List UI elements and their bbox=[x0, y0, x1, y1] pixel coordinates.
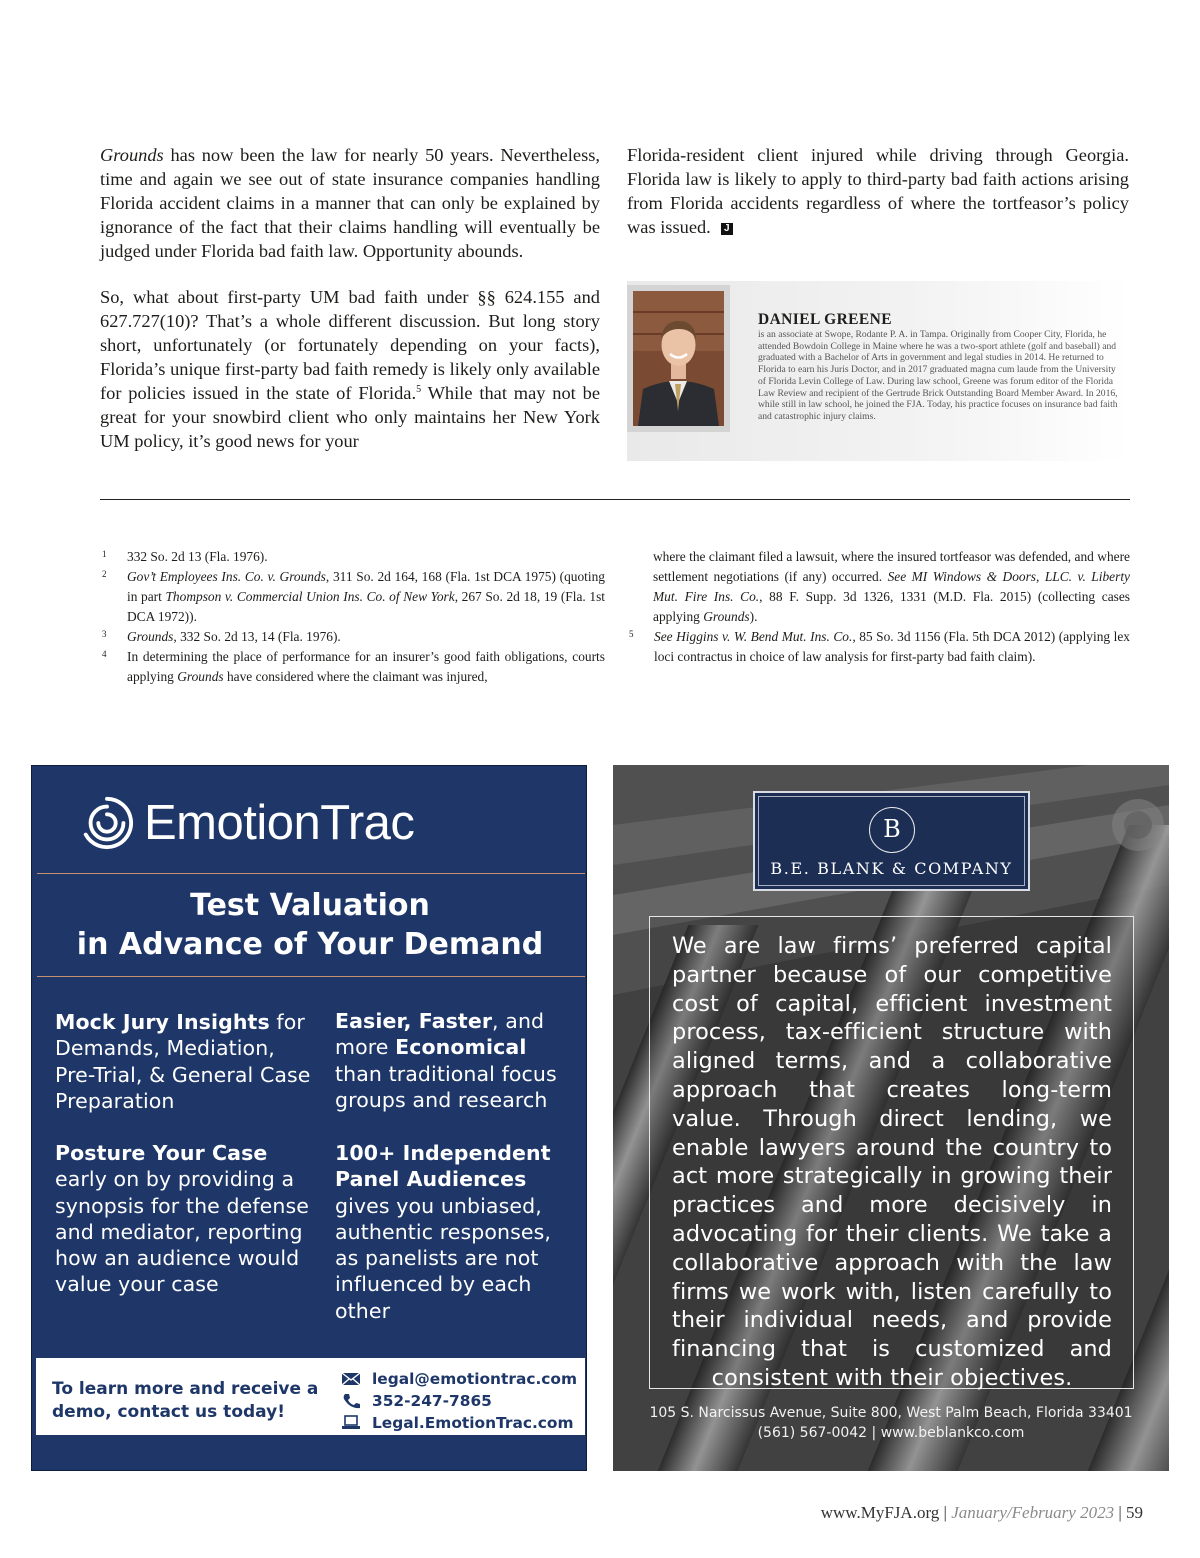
ad-copy: We are law firms’ preferred capital partner because of our competitive cost of capital, efficient investment process, tax-efficient structure with aligned terms, and a collaborative approach that creates long-term value. Through direct lending, we enable lawyers around the country to act more strategically in growing their practices and more decisively in advocating for their clients. We take a collaborative approach with the law firms we work with, listen carefully to their individual needs, and provide financing that is customized and consistent with their objectives. bbox=[672, 933, 1112, 1391]
concentric-circles-logo-icon bbox=[78, 794, 136, 852]
page-number: 59 bbox=[1126, 1503, 1143, 1522]
author-bio: is an associate at Swope, Rodante P. A. in Tampa. Originally from Cooper City, Florida, he attended Bowdoin College in Maine where he was a two-sport athlete (golf and baseball) and graduated with a Bachelor of Arts in government and legal studies in 2014. He returned to Florida to earn his Juris Doctor, and in 2017 graduated magna cum laude from the University of Florida Levin College of Law. During law school, Greene was forum editor of the Florida Law Review and recipient of the Gertrude Brick Outstanding Board Member Award. In 2016, while still in law school, he joined the FJA. Today, his practice focuses on insurance bad faith and catastrophic injury claims. bbox=[758, 329, 1118, 422]
footnote-continuation: where the claimant filed a lawsuit, where the insured tortfeasor was defended, and where settlement negotiations (if any) occurred. See MI Windows & Doors, LLC. v. Liberty Mut. Fire Ins. Co., 88 F. Supp. 3d 1326, 1331 (M.D. Fla. 2015) (collecting cases applying Grounds). bbox=[653, 549, 1130, 624]
website-link[interactable]: Legal.EmotionTrac.com bbox=[372, 1414, 574, 1432]
emotiontrac-ad[interactable] bbox=[31, 765, 587, 1471]
footnote-item: 1 332 So. 2d 13 (Fla. 1976). bbox=[102, 549, 268, 564]
web-contact[interactable] bbox=[341, 1412, 577, 1434]
ad-copy-box bbox=[649, 916, 1134, 1389]
footnote-item: 3 Grounds, 332 So. 2d 13, 14 (Fla. 1976). bbox=[102, 629, 341, 644]
phone-link[interactable]: 352-247-7865 bbox=[372, 1392, 492, 1410]
ad-headline: Test Valuation in Advance of Your Demand bbox=[76, 888, 544, 962]
feature-panels: 100+ Independent Panel Audiences gives you unbiased, authentic responses, as panelists are not influenced by each other bbox=[335, 1141, 552, 1323]
issue-date: January/February 2023 bbox=[951, 1503, 1115, 1522]
author-photo bbox=[627, 285, 730, 432]
author-bio-box bbox=[627, 281, 1129, 461]
laptop-icon bbox=[341, 1415, 361, 1431]
cta-text: To learn more and receive a demo, contact us today! bbox=[52, 1379, 319, 1422]
emotiontrac-logo: EmotionTrac bbox=[78, 794, 414, 852]
footnote-ref: 5 bbox=[416, 383, 422, 395]
company-address: 105 S. Narcissus Avenue, Suite 800, West Palm Beach, Florida 33401 (561) 567-0042 | www.beblankco.com bbox=[613, 1403, 1169, 1443]
article-left-column bbox=[100, 143, 600, 475]
email-contact[interactable] bbox=[341, 1368, 577, 1390]
contact-list bbox=[341, 1368, 577, 1434]
feature-mock-jury: Mock Jury Insights for Demands, Mediation, Pre-Trial, & General Case Preparation bbox=[55, 1010, 311, 1113]
article-paragraph: Grounds has now been the law for nearly 50 years. Nevertheless, time and again we see out of state insurance companies handling Florida accident claims in a manner that can only be explained by ignorance of the fact that their claims handling will eventually be judged under Florida bad faith law. Opportunity abounds. bbox=[100, 145, 600, 261]
beblank-ad[interactable] bbox=[613, 765, 1169, 1471]
footnote-item: 5 See Higgins v. W. Bend Mut. Ins. Co., 85 So. 3d 1156 (Fla. 5th DCA 2012) (applying lex loci contractus in choice of law analysis for first-party bad faith claim). bbox=[629, 629, 1130, 664]
author-portrait-icon bbox=[633, 291, 724, 426]
article-paragraph: So, what about first-party UM bad faith under §§ 624.155 and 627.727(10)? That’s a whole different discussion. But long story short, unfortunately (or fortunately depending on your facts), Florida’s unique first-party bad faith remedy is likely only available for policies issued in the state of Florida.$^5$ While that may not be great for your snowbird client who only maintains her New York UM policy, it’s good news for your bbox=[100, 287, 600, 451]
author-name: DANIEL GREENE bbox=[758, 311, 892, 328]
footnotes-left bbox=[100, 547, 605, 687]
article-right-column bbox=[627, 143, 1129, 261]
accent-divider bbox=[37, 976, 585, 977]
footnote-item: 4 In determining the place of performance for an insurer’s good faith obligations, courts applying Grounds have considered where the claimant was injured, bbox=[102, 649, 605, 684]
beblank-logo bbox=[753, 791, 1030, 891]
end-of-article-mark: J bbox=[721, 223, 733, 235]
article-paragraph: Florida-resident client injured while driving through Georgia. Florida law is likely to apply to third-party bad faith actions arising from Florida accidents regardless of where the tortfeasor’s policy was issued. J bbox=[627, 145, 1129, 237]
accent-divider bbox=[37, 873, 585, 874]
feature-posture: Posture Your Case early on by providing a synopsis for the defense and mediator, reporting how an audience would value your case bbox=[55, 1141, 309, 1297]
feature-economical: Easier, Faster, and more Economical than traditional focus groups and research bbox=[335, 1009, 557, 1112]
ad-contact-bar bbox=[36, 1358, 585, 1435]
monogram-b-icon: B bbox=[869, 807, 915, 853]
author-bio-text bbox=[758, 311, 1124, 423]
site-url[interactable]: www.MyFJA.org bbox=[820, 1503, 940, 1522]
footnote-divider bbox=[100, 499, 1130, 500]
footnotes-right bbox=[627, 547, 1130, 667]
company-name: B.E. BLANK & COMPANY bbox=[770, 859, 1013, 878]
footnote-item: 2 Gov’t Employees Ins. Co. v. Grounds, 311 So. 2d 164, 168 (Fla. 1st DCA 1975) (quoting in part Thompson v. Commercial Union Ins. Co. of New York, 267 So. 2d 18, 19 (Fla. 1st DCA 1972)). bbox=[102, 569, 606, 624]
phone-icon bbox=[341, 1393, 361, 1409]
phone-contact[interactable] bbox=[341, 1390, 577, 1412]
company-contact[interactable]: (561) 567-0042 | www.beblankco.com bbox=[757, 1425, 1025, 1441]
envelope-icon bbox=[341, 1371, 361, 1387]
email-link[interactable]: legal@emotiontrac.com bbox=[372, 1370, 578, 1388]
page-footer: www.MyFJA.org | January/February 2023 | 59 bbox=[820, 1503, 1143, 1522]
